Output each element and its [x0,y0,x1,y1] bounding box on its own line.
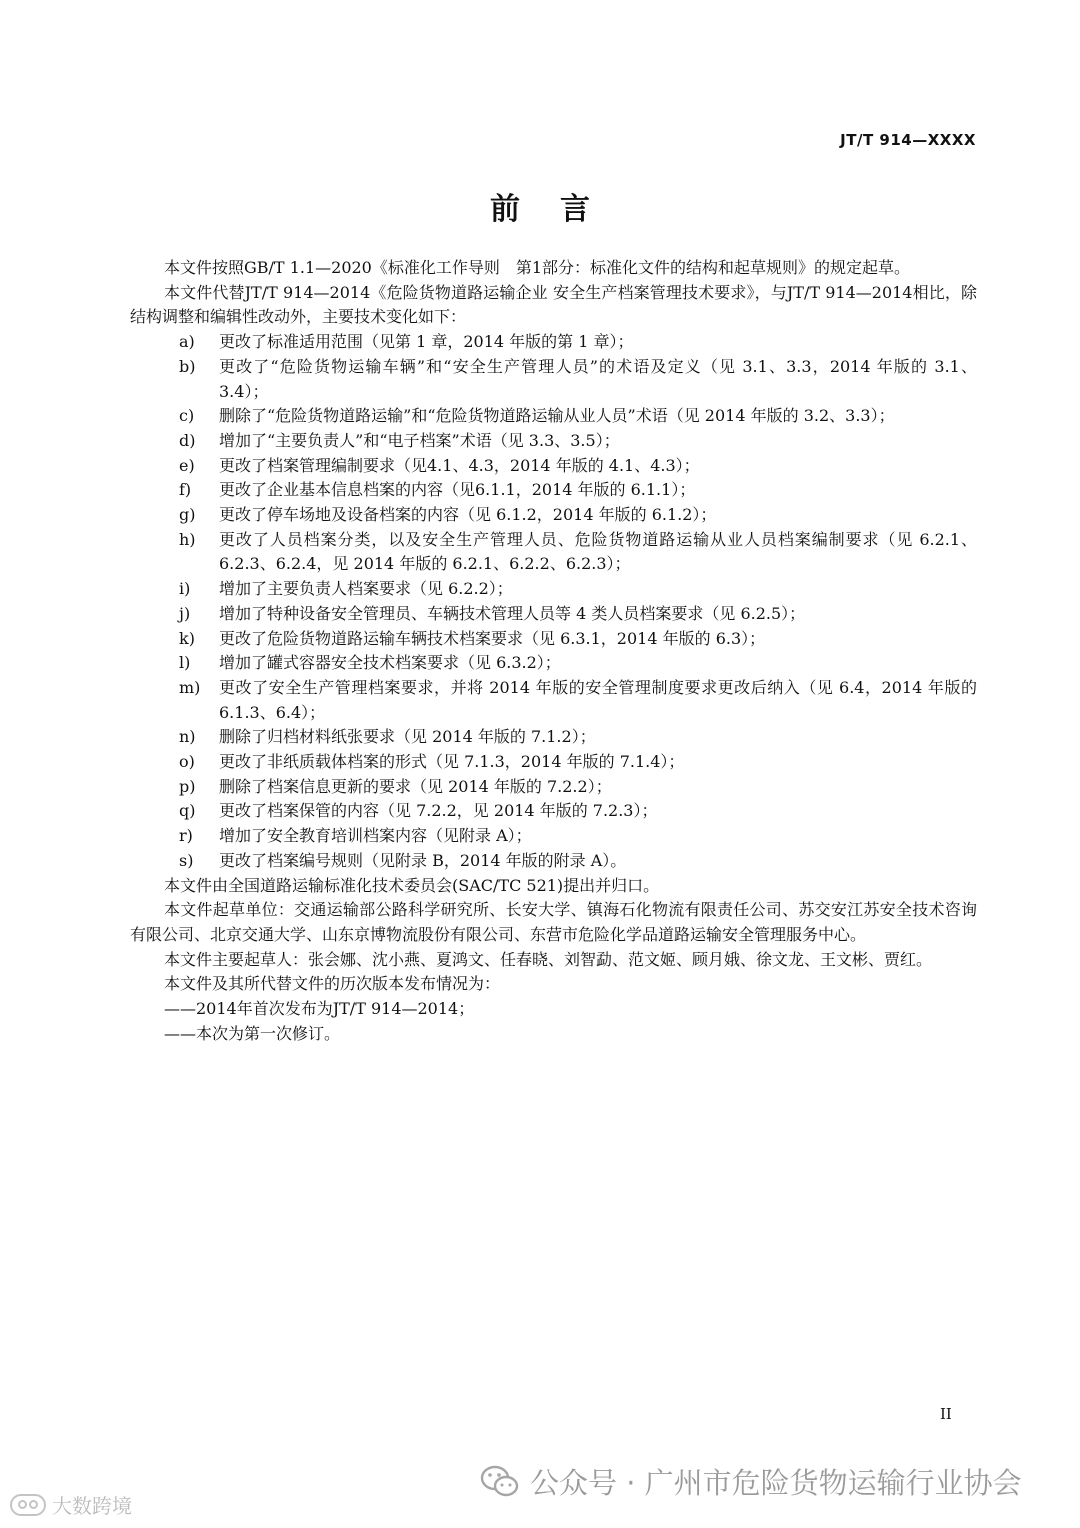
list-item: j) 增加了特种设备安全管理员、车辆技术管理人员等 4 类人员档案要求（见 6.2.5）； [179,603,806,623]
history-item: ——本次为第一次修订。 [164,1023,341,1043]
list-item: s) 更改了档案编号规则（见附录 B，2014 年版的附录 A）。 [179,850,627,870]
list-item: o) 更改了非纸质载体档案的形式（见 7.1.3，2014 年版的 7.1.4）； [179,752,685,772]
list-item: i) 增加了主要负责人档案要求（见 6.2.2）； [179,579,513,599]
paragraph-version-history: 本文件及其所代替文件的历次版本发布情况为： [164,974,501,994]
changes-list [130,330,977,873]
page-number: II [940,1405,952,1423]
paragraph-drafting-basis: 本文件按照GB/T 1.1—2020《标准化工作导则 第1部分：标准化文件的结构和起草规则》的规定起草。 [164,258,911,277]
list-item: a) 更改了标准适用范围（见第 1 章，2014 年版的第 1 章）； [179,332,634,352]
paragraph-drafters: 本文件主要起草人：张会娜、沈小燕、夏鸿文、任春晓、刘智勐、范文姬、顾月娥、徐文龙、王文彬、贾红。 [164,949,933,969]
paragraph-drafting-units: 本文件起草单位：交通运输部公路科学研究所、长安大学、镇海石化物流有限责任公司、苏交安江苏安全技术咨询有限公司、北京交通大学、山东京博物流股份有限公司、东营市危险化学品道路运输安全管理服务中心。 [130,900,977,944]
list-item: p) 删除了档案信息更新的要求（见 2014 年版的 7.2.2）； [179,776,612,796]
history-item: ——2014年首次发布为JT/T 914—2014； [164,999,475,1019]
list-item: d) 增加了“主要负责人”和“电子档案”术语（见 3.3、3.5）； [179,430,620,450]
list-item: g) 更改了停车场地及设备档案的内容（见 6.1.2，2014 年版的 6.1.2）； [179,505,717,525]
list-item: c) 删除了“危险货物道路运输”和“危险货物道路运输从业人员”术语（见 2014 年版的 3.2、3.3）； [179,406,895,426]
paragraph-replacement: 本文件代替JT/T 914—2014《危险货物道路运输企业 安全生产档案管理技术要求》，与JT/T 914—2014相比，除结构调整和编辑性改动外，主要技术变化如下： [130,282,977,327]
watermark-right [480,1461,1022,1502]
watermark-right-text: 公众号 · 广州市危险货物运输行业协会 [530,1466,1022,1500]
list-item: r) 增加了安全教育培训档案内容（见附录 A）； [179,826,532,846]
list-item: f) 更改了企业基本信息档案的内容（见6.1.1，2014 年版的 6.1.1）； [179,480,696,500]
list-item: h) 更改了人员档案分类，以及安全生产管理人员、危险货物道路运输从业人员档案编制要求（见 6.2.1、6.2.3、6.2.4，见 2014 年版的 6.2.1、6.2.2、6.2.3）； [179,529,977,574]
list-item: m) 更改了安全生产管理档案要求，并将 2014 年版的安全管理制度要求更改后纳入（见 6.4，2014 年版的 6.1.3、6.4）； [179,677,977,722]
list-item: l) 增加了罐式容器安全技术档案要求（见 6.3.2）； [179,653,561,673]
paragraph-proposer: 本文件由全国道路运输标准化技术委员会(SAC/TC 521)提出并归口。 [164,875,660,895]
list-item: b) 更改了“危险货物运输车辆”和“安全生产管理人员”的术语及定义（见 3.1、3.3，2014 年版的 3.1、3.4）； [179,356,977,401]
brand-logo-icon [10,1494,46,1516]
list-item: n) 删除了归档材料纸张要求（见 2014 年版的 7.1.2）； [179,727,596,747]
wechat-icon [480,1465,520,1499]
document-code: JT/T 914—XXXX [840,131,976,149]
list-item: q) 更改了档案保管的内容（见 7.2.2，见 2014 年版的 7.2.3）； [179,801,658,821]
watermark-left [10,1490,132,1519]
list-item: e) 更改了档案管理编制要求（见4.1、4.3，2014 年版的 4.1、4.3）； [179,455,700,475]
foreword-body [130,256,977,1047]
page-title: 前言 [490,192,630,227]
list-item: k) 更改了危险货物道路运输车辆技术档案要求（见 6.3.1，2014 年版的 6.3）； [179,628,766,648]
watermark-left-text: 大数跨境 [52,1494,132,1518]
